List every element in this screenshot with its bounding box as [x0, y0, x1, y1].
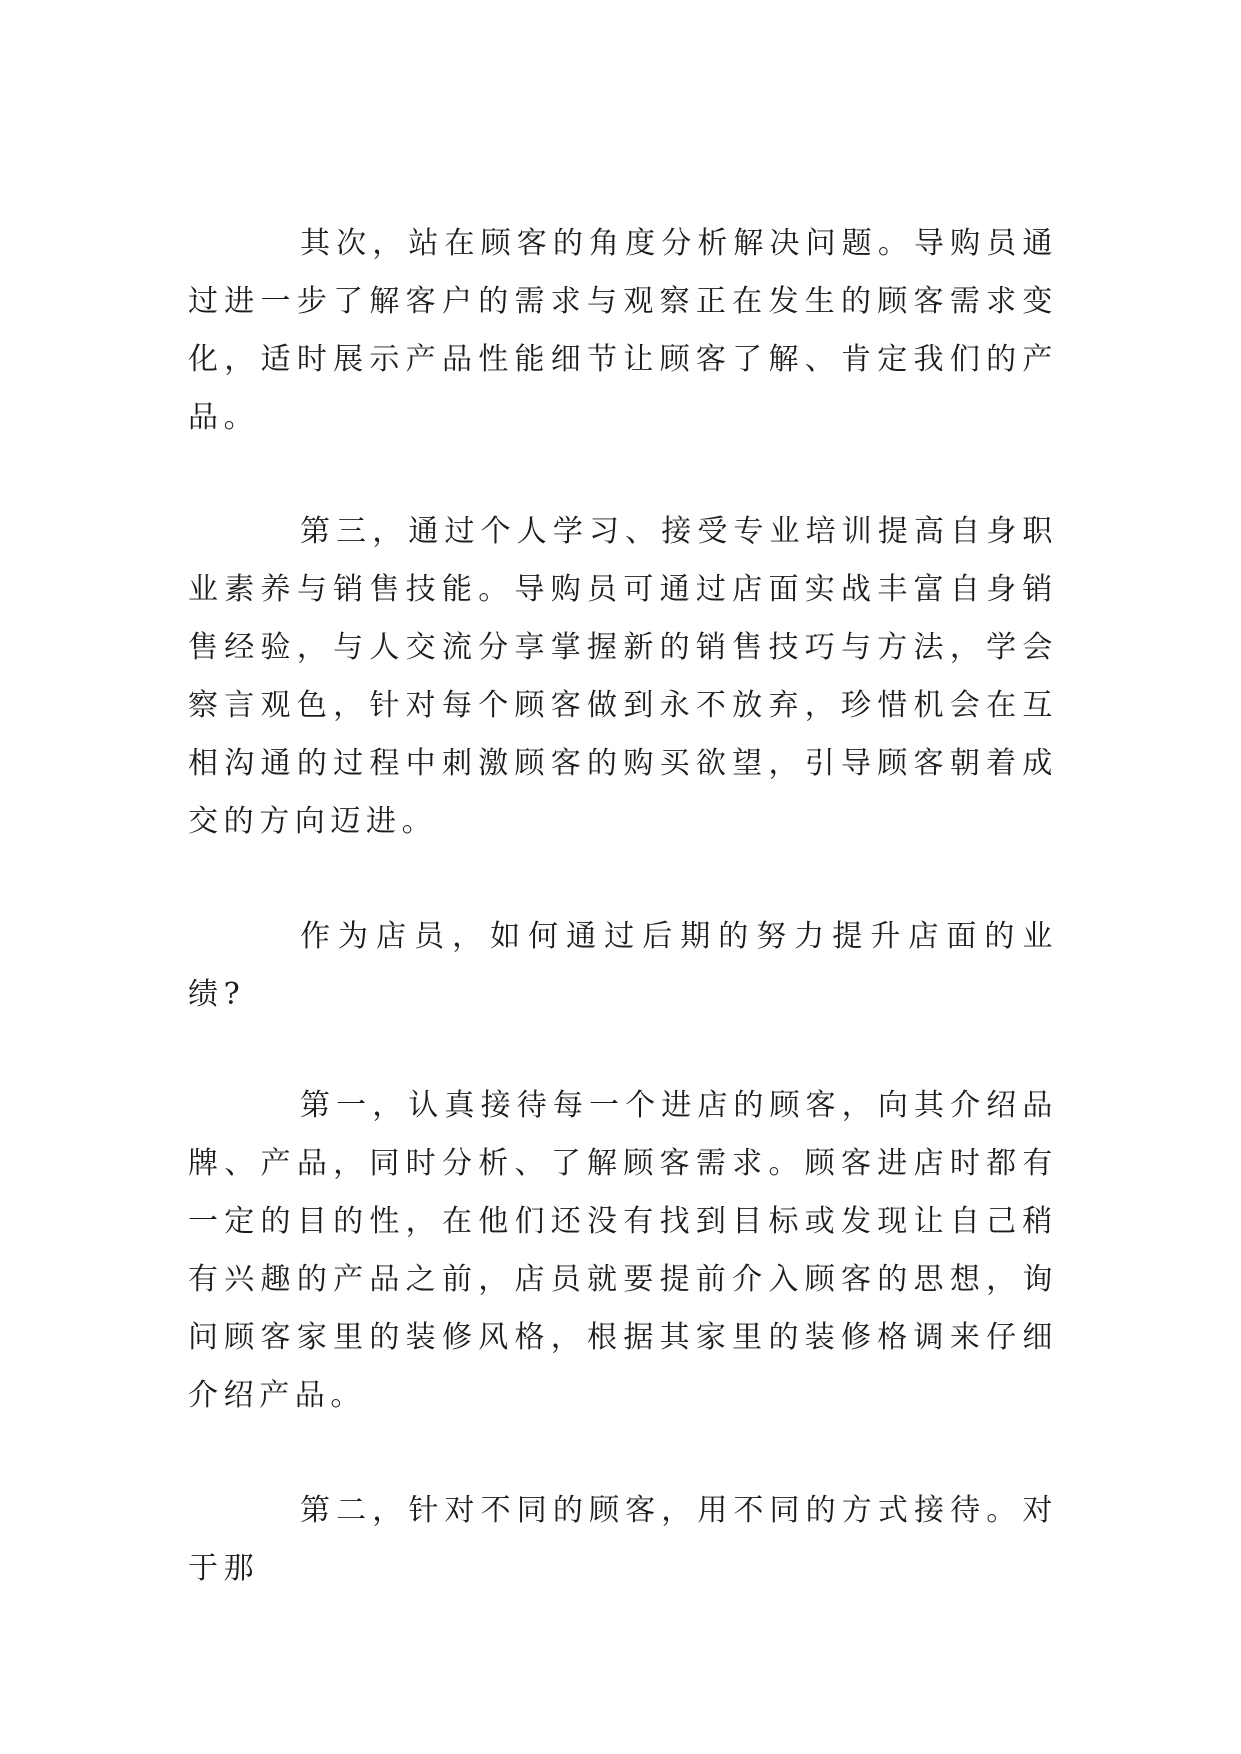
section-question-heading: 作为店员，如何通过后期的努力提升店面的业绩?	[188, 919, 1058, 1012]
paragraph-third-training: 第三，通过个人学习、接受专业培训提高自身职业素养与销售技能。导购员可通过店面实战丰富自身销售经验，与人交流分享掌握新的销售技巧与方法，学会察言观色，针对每个顾客做到永不放弃，珍惜机会在互相沟通的过程中刺激顾客的购买欲望，引导顾客朝着成交的方向迈进。	[188, 514, 1058, 839]
paragraph-first-receive-customers: 第一，认真接待每一个进店的顾客，向其介绍品牌、产品，同时分析、了解顾客需求。顾客进店时都有一定的目的性，在他们还没有找到目标或发现让自己稍有兴趣的产品之前，店员就要提前介入顾客的思想，询问顾客家里的装修风格，根据其家里的装修格调来仔细介绍产品。	[188, 1088, 1058, 1413]
paragraph-second-different-customers: 第二，针对不同的顾客，用不同的方式接待。对于那	[188, 1493, 1058, 1586]
paragraph-analyze-from-customer-view: 其次，站在顾客的角度分析解决问题。导购员通过进一步了解客户的需求与观察正在发生的顾客需求变化，适时展示产品性能细节让顾客了解、肯定我们的产品。	[188, 226, 1058, 435]
